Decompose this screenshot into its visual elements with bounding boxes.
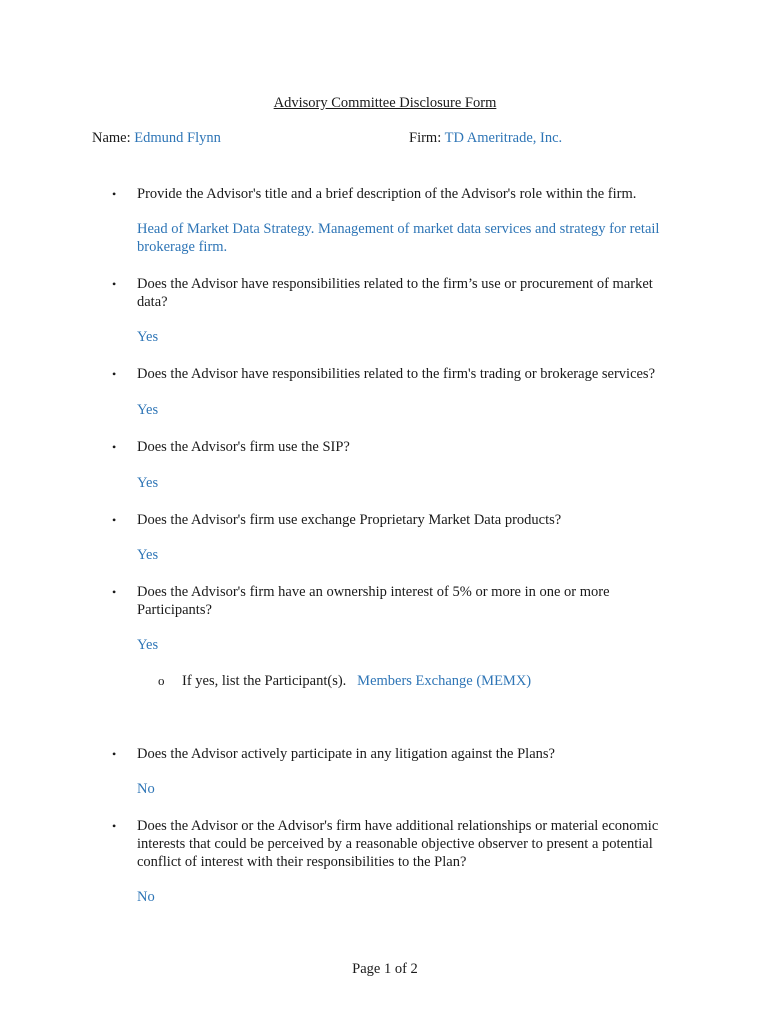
question-7: Does the Advisor actively participate in any litigation against the Plans? [137,746,555,762]
firm-line [409,130,562,147]
bullet-icon: • [112,819,117,833]
answer-1: Head of Market Data Strategy. Management of market data services and strategy for retail brokerage firm. [137,221,660,255]
question-6: Does the Advisor's firm have an ownership interest of 5% or more in one or more Participants? [137,584,610,618]
bullet-icon: • [112,747,117,761]
name-label: Name: [92,130,131,146]
question-3: Does the Advisor have responsibilities related to the firm's trading or brokerage services? [137,366,656,382]
bullet-icon: • [112,187,117,201]
question-8: Does the Advisor or the Advisor's firm have additional relationships or material economic interests that could be perceived by a reasonable objective observer to present a potential conflict of interest with their responsibilities to the Plan? [137,818,659,870]
bullet-icon: • [112,277,117,291]
answer-8: No [137,889,155,905]
answer-3: Yes [137,402,159,418]
sub-question-participants [182,672,531,690]
answer-2: Yes [137,329,159,345]
firm-label: Firm: [409,130,442,146]
answer-4: Yes [137,475,159,491]
answer-7: No [137,781,155,797]
question-5: Does the Advisor's firm use exchange Proprietary Market Data products? [137,512,562,528]
firm-value: TD Ameritrade, Inc. [444,130,563,146]
question-4: Does the Advisor's firm use the SIP? [137,439,350,455]
name-line [92,130,221,147]
answer-5: Yes [137,547,159,563]
sub-question-label: If yes, list the Participant(s). [182,673,347,689]
bullet-icon: • [112,440,117,454]
answer-6: Yes [137,637,159,653]
sub-answer-participants: Members Exchange (MEMX) [357,673,532,689]
bullet-icon: • [112,367,117,381]
name-value: Edmund Flynn [134,130,221,146]
question-2: Does the Advisor have responsibilities related to the firm’s use or procurement of market data? [137,276,653,310]
form-title: Advisory Committee Disclosure Form [273,95,497,111]
bullet-icon: • [112,513,117,527]
sub-bullet-icon: o [158,673,165,688]
question-1: Provide the Advisor's title and a brief description of the Advisor's role within the firm. [137,186,637,202]
bullet-icon: • [112,585,117,599]
page-number: Page 1 of 2 [352,961,418,977]
